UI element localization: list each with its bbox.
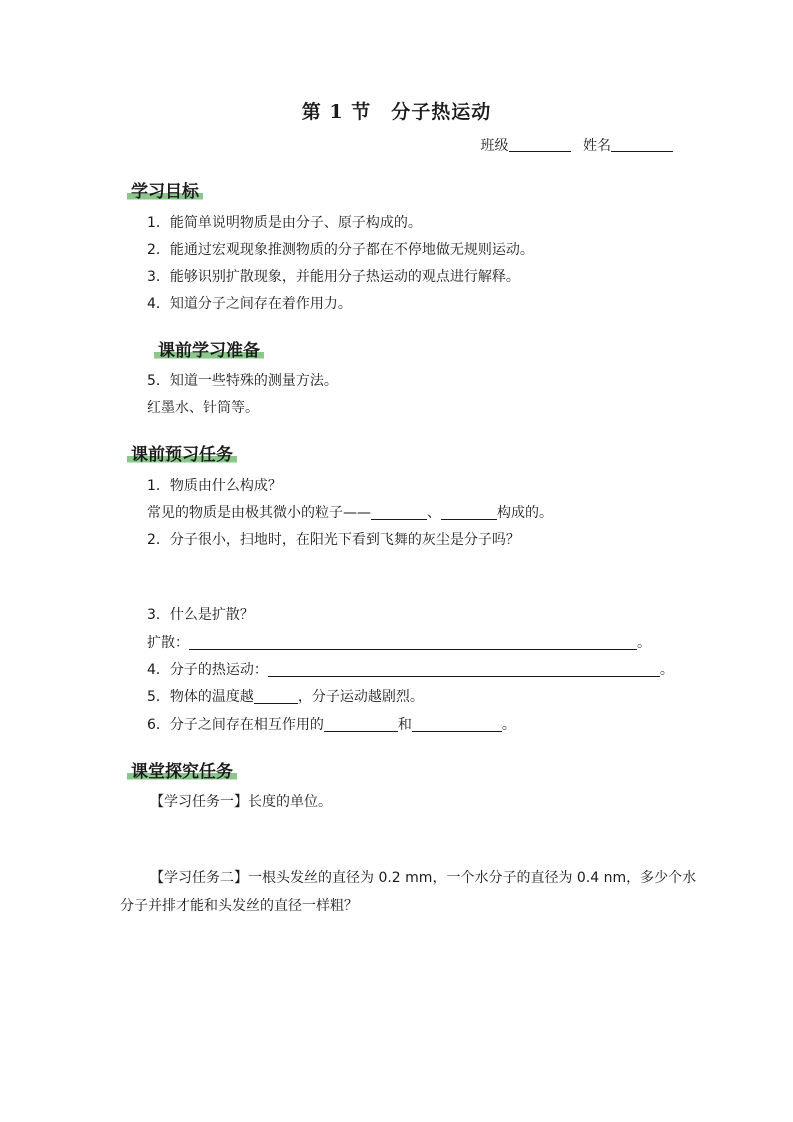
class-blank[interactable] (509, 137, 571, 152)
prep-item: 5．知道一些特殊的测量方法。 (147, 373, 338, 389)
preview-q1-answer (147, 504, 553, 522)
preview-q3-answer (147, 634, 651, 652)
goal-item: 2．能通过宏观现象推测物质的分子都在不停地做无规则运动。 (147, 242, 534, 258)
q1-answer-suffix: 构成的。 (497, 505, 553, 521)
preview-q4 (147, 661, 674, 679)
q6-suffix: 。 (501, 717, 516, 733)
preview-q1: 1．物质由什么构成？ (147, 478, 282, 494)
q1-answer-prefix: 常见的物质是由极其微小的粒子—— (147, 505, 371, 521)
q5-blank[interactable] (254, 688, 298, 704)
q4-prefix: 4．分子的热运动： (147, 662, 268, 678)
preview-q6 (147, 716, 516, 734)
preview-q2: 2．分子很小，扫地时，在阳光下看到飞舞的灰尘是分子吗？ (147, 532, 520, 548)
q3-answer-prefix: 扩散： (147, 635, 189, 651)
section-explore-heading: 课堂探究任务 (127, 757, 237, 783)
q1-blank-1[interactable] (371, 504, 427, 520)
preview-q3: 3．什么是扩散？ (147, 607, 254, 623)
name-label: 姓名 (583, 138, 611, 154)
explore-task1: 【学习任务一】长度的单位。 (150, 794, 332, 810)
q6-blank-2[interactable] (412, 716, 502, 732)
section-goals-heading: 学习目标 (127, 177, 203, 203)
q3-answer-suffix: 。 (637, 635, 651, 651)
q6-blank-1[interactable] (324, 716, 398, 732)
prep-materials: 红墨水、针筒等。 (147, 400, 259, 416)
q5-prefix: 5．物体的温度越 (147, 689, 254, 705)
q6-mid: 和 (397, 717, 412, 733)
explore-task2-line1: 【学习任务二】一根头发丝的直径为 0.2 mm，一个水分子的直径为 0.4 nm，多少个水 (150, 870, 697, 886)
class-label: 班级 (480, 138, 509, 154)
preview-q5 (147, 688, 424, 706)
q6-prefix: 6．分子之间存在相互作用的 (147, 717, 324, 733)
goal-item: 4．知道分子之间存在着作用力。 (147, 296, 352, 312)
student-info (481, 135, 673, 155)
q1-answer-sep: 、 (427, 505, 441, 521)
q4-blank[interactable] (268, 661, 660, 677)
q5-suffix: ，分子运动越剧烈。 (297, 689, 424, 705)
q3-blank[interactable] (189, 634, 637, 650)
goal-item: 3．能够识别扩散现象，并能用分子热运动的观点进行解释。 (147, 269, 520, 285)
page-title: 第 1 节 分子热运动 (301, 101, 492, 123)
goal-item: 1．能简单说明物质是由分子、原子构成的。 (147, 215, 422, 231)
q1-blank-2[interactable] (441, 504, 497, 520)
section-prep-heading: 课前学习准备 (154, 336, 264, 362)
explore-task2-line2: 分子并排才能和头发丝的直径一样粗？ (120, 898, 358, 914)
q4-suffix: 。 (659, 662, 674, 678)
name-blank[interactable] (611, 137, 673, 152)
section-preview-heading: 课前预习任务 (127, 440, 237, 466)
